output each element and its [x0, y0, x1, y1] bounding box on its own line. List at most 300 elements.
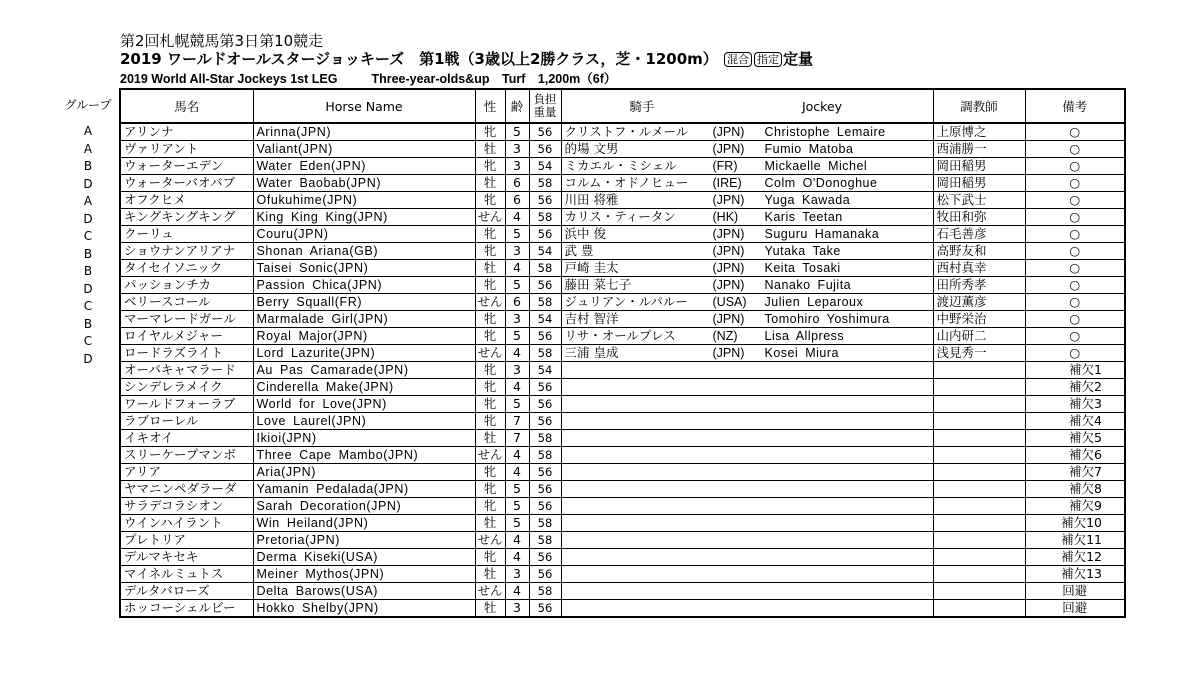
horse-name-en: Hokko Shelby(JPN) [253, 600, 475, 618]
carried-weight: 58 [529, 260, 561, 277]
horse-name-jp: マーマレードガール [120, 311, 253, 328]
table-row [120, 532, 1125, 549]
jockey-cell [561, 328, 933, 345]
horse-sex: せん [475, 345, 505, 362]
carried-weight: 56 [529, 123, 561, 141]
jockey-name-en: Lisa Allpress [764, 329, 845, 343]
trainer-name: 渡辺薫彦 [933, 294, 1025, 311]
trainer-name [933, 430, 1025, 447]
trainer-name: 浅見秀一 [933, 345, 1025, 362]
horse-sex: 牝 [475, 413, 505, 430]
trainer-name: 西村真幸 [933, 260, 1025, 277]
horse-sex: 牝 [475, 464, 505, 481]
jockey-cell [561, 141, 933, 158]
group-label [57, 561, 119, 579]
horse-age: 4 [505, 260, 529, 277]
jockey-name-en: Yutaka Take [764, 244, 841, 258]
table-row [120, 311, 1125, 328]
table-row [120, 294, 1125, 311]
trainer-name: 松下武士 [933, 192, 1025, 209]
carried-weight: 58 [529, 345, 561, 362]
jockey-name-jp: 的場 文男 [564, 141, 619, 156]
jockey-jp-header: 騎手 [629, 98, 655, 114]
group-label: C [83, 299, 93, 313]
entry-note: ○ [1025, 328, 1125, 345]
table-row [120, 379, 1125, 396]
group-label [57, 526, 119, 544]
carried-weight: 56 [529, 396, 561, 413]
entry-note: ○ [1025, 243, 1125, 260]
trainer-name: 石毛善彦 [933, 226, 1025, 243]
jockey-name-en: Julien Leparoux [764, 295, 864, 309]
jockey-cell [561, 498, 933, 515]
race-title-main: 2019 ワールドオールスタージョッキーズ 第1戦（3歳以上2勝クラス，芝・1200m） [120, 50, 718, 68]
jockey-en-header: Jockey [801, 98, 843, 114]
horse-name-jp: プレトリア [120, 532, 253, 549]
carried-weight: 56 [529, 549, 561, 566]
jockey-cell [561, 294, 933, 311]
horse-name-en: Arinna(JPN) [253, 123, 475, 141]
table-row [120, 123, 1125, 141]
horse-age: 6 [505, 192, 529, 209]
trainer-name [933, 515, 1025, 532]
horse-age: 5 [505, 396, 529, 413]
table-row [120, 430, 1125, 447]
jockey-name-en: Karis Teetan [764, 210, 843, 224]
carried-weight: 54 [529, 362, 561, 379]
table-row [120, 277, 1125, 294]
designated-badge: 指定 [754, 52, 782, 67]
jockey-cell [561, 566, 933, 583]
horse-name-jp: ウインハイラント [120, 515, 253, 532]
horse-sex: 牝 [475, 311, 505, 328]
horse-name-en: Valiant(JPN) [253, 141, 475, 158]
trainer-name: 高野友和 [933, 243, 1025, 260]
entry-note: 補欠5 [1025, 430, 1125, 447]
horse-name-en: Au Pas Camarade(JPN) [253, 362, 475, 379]
race-weight-condition: 定量 [783, 50, 814, 68]
horse-age: 6 [505, 175, 529, 192]
jockey-cell [561, 123, 933, 141]
carried-weight: 56 [529, 277, 561, 294]
jockey-cell [561, 243, 933, 260]
horse-name-jp: ホッコーシェルビー [120, 600, 253, 618]
jockey-cell [561, 413, 933, 430]
horse-sex: 牡 [475, 260, 505, 277]
jockey-header [561, 89, 933, 123]
trainer-name: 西浦勝一 [933, 141, 1025, 158]
jockey-name-jp: リサ・オールプレス [564, 328, 676, 343]
trainer-name: 田所秀孝 [933, 277, 1025, 294]
horse-jp-header: 馬名 [120, 89, 253, 123]
jockey-name-en: Christophe Lemaire [764, 125, 886, 139]
jockey-cell [561, 549, 933, 566]
horse-age: 4 [505, 532, 529, 549]
horse-name-jp: ショウナンアリアナ [120, 243, 253, 260]
horse-en-header: Horse Name [253, 89, 475, 123]
horse-name-en: King King King(JPN) [253, 209, 475, 226]
trainer-name: 牧田和弥 [933, 209, 1025, 226]
table-row [120, 515, 1125, 532]
carried-weight: 56 [529, 498, 561, 515]
trainer-name: 山内研二 [933, 328, 1025, 345]
trainer-name [933, 396, 1025, 413]
table-row [120, 175, 1125, 192]
entry-note: ○ [1025, 226, 1125, 243]
jockey-name-jp: ジュリアン・ルパルー [564, 294, 688, 309]
group-label: B [83, 316, 93, 331]
jockey-country: (IRE) [712, 176, 742, 190]
jockey-cell [561, 379, 933, 396]
trainer-name [933, 600, 1025, 618]
trainer-name [933, 532, 1025, 549]
jockey-cell [561, 209, 933, 226]
entry-note: 回避 [1025, 583, 1125, 600]
jockey-name-en: Suguru Hamanaka [764, 227, 880, 241]
horse-name-en: Love Laurel(JPN) [253, 413, 475, 430]
carried-weight: 56 [529, 413, 561, 430]
horse-name-jp: タイセイソニック [120, 260, 253, 277]
group-label: A [83, 141, 93, 156]
jockey-cell [561, 362, 933, 379]
jockey-country: (JPN) [712, 346, 745, 360]
jockey-country: (NZ) [712, 329, 738, 343]
group-label [57, 421, 119, 439]
jockey-name-jp: クリストフ・ルメール [564, 124, 689, 139]
horse-sex: 牡 [475, 515, 505, 532]
jockey-country: (JPN) [712, 278, 745, 292]
horse-name-en: Taisei Sonic(JPN) [253, 260, 475, 277]
jockey-cell [561, 175, 933, 192]
jockey-cell [561, 481, 933, 498]
table-row [120, 209, 1125, 226]
horse-sex: せん [475, 532, 505, 549]
group-label [57, 613, 119, 631]
header-row [120, 89, 1125, 123]
horse-age: 5 [505, 515, 529, 532]
horse-name-en: Delta Barows(USA) [253, 583, 475, 600]
horse-sex: せん [475, 447, 505, 464]
horse-age: 5 [505, 123, 529, 141]
horse-age: 3 [505, 158, 529, 175]
jockey-name-jp: 川田 将雅 [564, 192, 619, 207]
race-title [120, 48, 813, 69]
horse-name-jp: デルマキセキ [120, 549, 253, 566]
horse-name-en: Couru(JPN) [253, 226, 475, 243]
horse-name-jp: シンデレラメイク [120, 379, 253, 396]
jockey-name-en: Tomohiro Yoshimura [764, 312, 890, 326]
entry-note: 補欠9 [1025, 498, 1125, 515]
entry-note: ○ [1025, 345, 1125, 362]
horse-name-jp: キングキングキング [120, 209, 253, 226]
entry-note: 補欠3 [1025, 396, 1125, 413]
table-row [120, 583, 1125, 600]
horse-age: 3 [505, 362, 529, 379]
horse-name-jp: ヤマニンペダラーダ [120, 481, 253, 498]
carried-weight: 58 [529, 532, 561, 549]
jockey-cell [561, 345, 933, 362]
jockey-country: (JPN) [712, 227, 745, 241]
entry-note: 補欠12 [1025, 549, 1125, 566]
horse-age: 4 [505, 345, 529, 362]
horse-name-en: Marmalade Girl(JPN) [253, 311, 475, 328]
jockey-cell [561, 430, 933, 447]
notes-header: 備考 [1025, 89, 1125, 123]
group-label: D [83, 176, 93, 191]
jockey-cell [561, 192, 933, 209]
jockey-name-en: Colm O'Donoghue [764, 176, 878, 190]
carried-weight: 58 [529, 175, 561, 192]
table-row [120, 192, 1125, 209]
horse-age: 7 [505, 430, 529, 447]
entry-note: ○ [1025, 311, 1125, 328]
sex-header: 性 [475, 89, 505, 123]
entry-note: ○ [1025, 158, 1125, 175]
weight-header-line2: 重量 [533, 105, 557, 119]
group-label: D [83, 211, 93, 226]
entry-note: ○ [1025, 294, 1125, 311]
entry-note: 補欠11 [1025, 532, 1125, 549]
trainer-name: 岡田稲男 [933, 158, 1025, 175]
horse-name-en: Win Heiland(JPN) [253, 515, 475, 532]
carried-weight: 58 [529, 447, 561, 464]
entry-note: ○ [1025, 192, 1125, 209]
horse-name-en: Lord Lazurite(JPN) [253, 345, 475, 362]
carried-weight: 54 [529, 311, 561, 328]
horse-sex: 牝 [475, 123, 505, 141]
horse-name-en: Sarah Decoration(JPN) [253, 498, 475, 515]
jockey-cell [561, 226, 933, 243]
horse-name-en: Royal Major(JPN) [253, 328, 475, 345]
group-label [57, 473, 119, 491]
trainer-name [933, 413, 1025, 430]
horse-name-jp: ウォーターバオバブ [120, 175, 253, 192]
table-row [120, 549, 1125, 566]
trainer-name [933, 498, 1025, 515]
horse-sex: 牝 [475, 158, 505, 175]
race-number-title: 第2回札幌競馬第3日第10競走 [120, 32, 324, 50]
group-label [57, 456, 119, 474]
carried-weight: 54 [529, 158, 561, 175]
jockey-cell [561, 311, 933, 328]
horse-age: 4 [505, 549, 529, 566]
jockey-country: (JPN) [712, 193, 745, 207]
table-row [120, 396, 1125, 413]
table-row [120, 158, 1125, 175]
jockey-cell [561, 532, 933, 549]
jockey-cell [561, 277, 933, 294]
horse-age: 4 [505, 379, 529, 396]
horse-age: 3 [505, 600, 529, 618]
horse-sex: 牝 [475, 277, 505, 294]
jockey-cell [561, 583, 933, 600]
entry-note: 補欠4 [1025, 413, 1125, 430]
horse-name-en: Cinderella Make(JPN) [253, 379, 475, 396]
table-row [120, 141, 1125, 158]
horse-name-en: Yamanin Pedalada(JPN) [253, 481, 475, 498]
table-row [120, 566, 1125, 583]
horse-sex: 牝 [475, 396, 505, 413]
horse-name-en: Shonan Ariana(GB) [253, 243, 475, 260]
horse-sex: 牝 [475, 379, 505, 396]
mixed-badge: 混合 [724, 52, 752, 67]
jockey-name-en: Yuga Kawada [764, 193, 851, 207]
horse-age: 3 [505, 566, 529, 583]
table-row [120, 600, 1125, 618]
horse-name-en: Meiner Mythos(JPN) [253, 566, 475, 583]
table-row [120, 362, 1125, 379]
group-label: A [83, 194, 93, 208]
jockey-country: (HK) [712, 210, 739, 224]
jockey-country: (JPN) [712, 142, 745, 156]
horse-sex: せん [475, 209, 505, 226]
horse-sex: 牝 [475, 243, 505, 260]
carried-weight: 54 [529, 243, 561, 260]
horse-sex: せん [475, 294, 505, 311]
carried-weight: 56 [529, 600, 561, 618]
group-label: B [83, 246, 93, 261]
horse-name-jp: ロイヤルメジャー [120, 328, 253, 345]
horse-age: 5 [505, 481, 529, 498]
group-label [57, 596, 119, 614]
horse-name-jp: サラデコラシオン [120, 498, 253, 515]
trainer-name [933, 379, 1025, 396]
jockey-name-en: Kosei Miura [764, 346, 839, 360]
horse-name-jp: ラブローレル [120, 413, 253, 430]
group-label: D [83, 351, 93, 366]
horse-name-en: Ofukuhime(JPN) [253, 192, 475, 209]
horse-age: 5 [505, 226, 529, 243]
group-label [57, 368, 119, 386]
table-row [120, 481, 1125, 498]
group-label: B [83, 159, 93, 173]
trainer-header: 調教師 [933, 89, 1025, 123]
group-label: A [83, 124, 93, 138]
trainer-name [933, 566, 1025, 583]
age-header: 齢 [505, 89, 529, 123]
horse-age: 7 [505, 413, 529, 430]
carried-weight: 56 [529, 481, 561, 498]
carried-weight: 56 [529, 141, 561, 158]
entry-note: 補欠6 [1025, 447, 1125, 464]
entry-note: ○ [1025, 141, 1125, 158]
carried-weight: 56 [529, 192, 561, 209]
table-row [120, 243, 1125, 260]
horse-age: 4 [505, 464, 529, 481]
horse-sex: 牝 [475, 192, 505, 209]
trainer-name [933, 583, 1025, 600]
horse-sex: 牡 [475, 141, 505, 158]
horse-name-jp: マイネルミュトス [120, 566, 253, 583]
entry-note: 補欠13 [1025, 566, 1125, 583]
horse-age: 6 [505, 294, 529, 311]
table-row [120, 413, 1125, 430]
carried-weight: 58 [529, 209, 561, 226]
jockey-country: (JPN) [712, 125, 745, 139]
table-row [120, 345, 1125, 362]
horse-age: 5 [505, 498, 529, 515]
carried-weight: 58 [529, 294, 561, 311]
jockey-cell [561, 158, 933, 175]
jockey-name-jp: 三浦 皇成 [564, 345, 619, 360]
horse-name-jp: オフクヒメ [120, 192, 253, 209]
trainer-name [933, 447, 1025, 464]
horse-name-jp: アリンナ [120, 123, 253, 141]
entry-note: ○ [1025, 260, 1125, 277]
trainer-name [933, 464, 1025, 481]
horse-sex: 牝 [475, 328, 505, 345]
horse-sex: 牝 [475, 481, 505, 498]
jockey-cell [561, 260, 933, 277]
entry-note: 補欠2 [1025, 379, 1125, 396]
jockey-cell [561, 396, 933, 413]
trainer-name: 上原博之 [933, 123, 1025, 141]
horse-name-jp: デルタバローズ [120, 583, 253, 600]
group-label [57, 491, 119, 509]
jockey-cell [561, 515, 933, 532]
horse-age: 4 [505, 447, 529, 464]
jockey-cell [561, 464, 933, 481]
table-row [120, 464, 1125, 481]
jockey-name-jp: 浜中 俊 [564, 226, 606, 241]
jockey-country: (FR) [712, 159, 738, 173]
entry-note: 補欠10 [1025, 515, 1125, 532]
horse-name-en: Pretoria(JPN) [253, 532, 475, 549]
table-row [120, 498, 1125, 515]
horse-name-jp: クーリュ [120, 226, 253, 243]
entry-note: 補欠7 [1025, 464, 1125, 481]
group-label: D [83, 281, 93, 296]
group-label [57, 543, 119, 561]
table-row [120, 447, 1125, 464]
horse-name-jp: スリーケープマンボ [120, 447, 253, 464]
horse-name-jp: ロードラズライト [120, 345, 253, 362]
horse-sex: 牡 [475, 566, 505, 583]
horse-age: 3 [505, 311, 529, 328]
carried-weight: 56 [529, 226, 561, 243]
carried-weight: 58 [529, 430, 561, 447]
horse-sex: 牝 [475, 362, 505, 379]
horse-name-jp: アリア [120, 464, 253, 481]
horse-name-jp: ウォーターエデン [120, 158, 253, 175]
weight-header-line1: 負担 [533, 92, 557, 106]
table-row [120, 328, 1125, 345]
horse-name-jp: オーパキャマラード [120, 362, 253, 379]
group-label: C [83, 229, 93, 243]
carried-weight: 56 [529, 464, 561, 481]
group-label [57, 386, 119, 404]
horse-sex: 牡 [475, 175, 505, 192]
horse-age: 5 [505, 328, 529, 345]
horse-sex: 牡 [475, 430, 505, 447]
jockey-name-en: Mickaelle Michel [764, 159, 868, 173]
horse-sex: 牝 [475, 498, 505, 515]
group-label [57, 438, 119, 456]
horse-sex: 牝 [475, 226, 505, 243]
horse-sex: 牡 [475, 600, 505, 618]
carried-weight: 56 [529, 566, 561, 583]
horse-age: 4 [505, 209, 529, 226]
jockey-name-en: Nanako Fujita [764, 278, 852, 292]
jockey-name-jp: 武 豊 [564, 243, 594, 258]
entry-note: ○ [1025, 123, 1125, 141]
entry-note: 回避 [1025, 600, 1125, 618]
horse-age: 3 [505, 141, 529, 158]
table-row [120, 260, 1125, 277]
group-column [57, 123, 119, 631]
table-row [120, 226, 1125, 243]
jockey-country: (JPN) [712, 312, 745, 326]
